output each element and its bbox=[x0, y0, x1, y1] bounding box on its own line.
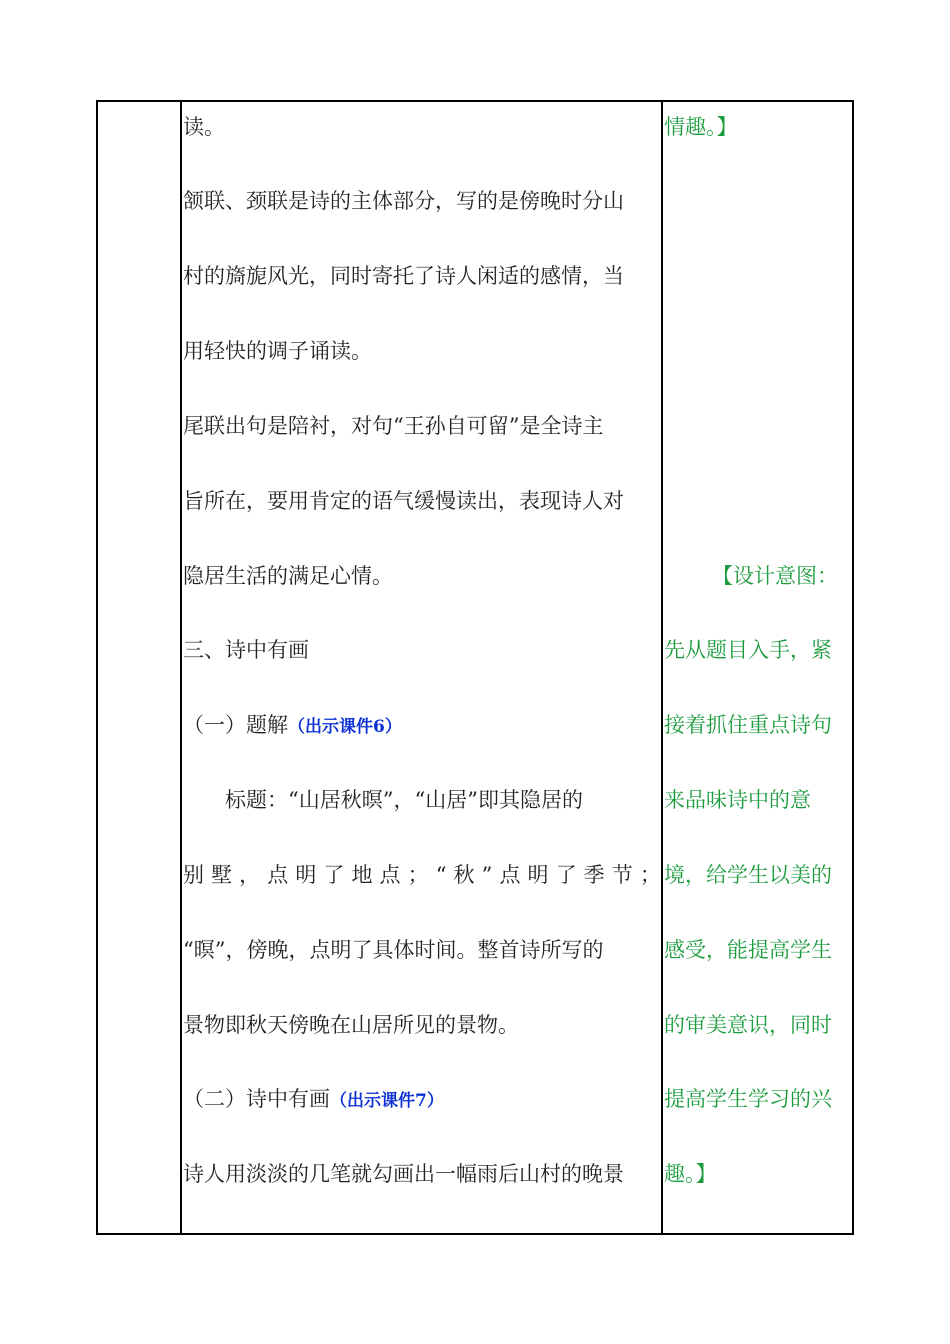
subsection-title: （一）题解 bbox=[183, 713, 288, 737]
text-line-justified bbox=[183, 860, 661, 890]
text-segment: “ bbox=[435, 863, 447, 887]
text-line: 用轻快的调子诵读。 bbox=[183, 339, 372, 363]
section-heading: 三、诗中有画 bbox=[183, 638, 309, 662]
text-segment: 明 bbox=[527, 863, 549, 887]
subsection-title: （二）诗中有画 bbox=[183, 1087, 330, 1111]
text-line: 诗人用淡淡的几笔就勾画出一幅雨后山村的晚景 bbox=[183, 1162, 624, 1186]
text-line: 村的旖旎风光，同时寄托了诗人闲适的感情，当 bbox=[183, 264, 624, 288]
intent-line: 提高学生学习的兴 bbox=[664, 1087, 832, 1111]
text-line: 标题：“山居秋暝”，“山居”即其隐居的 bbox=[225, 788, 583, 812]
text-segment: 季 bbox=[583, 863, 605, 887]
text-segment: ， bbox=[239, 863, 261, 887]
text-line: 旨所在，要用肯定的语气缓慢读出，表现诗人对 bbox=[183, 489, 624, 513]
intent-line: 接着抓住重点诗句 bbox=[664, 713, 832, 737]
text-segment: ； bbox=[407, 863, 429, 887]
text-segment: 了 bbox=[555, 863, 577, 887]
text-line: 颔联、颈联是诗的主体部分，写的是傍晚时分山 bbox=[183, 189, 624, 213]
text-segment: 点 bbox=[379, 863, 401, 887]
intent-line: 感受，能提高学生 bbox=[664, 938, 832, 962]
intent-line: 先从题目入手，紧 bbox=[664, 638, 832, 662]
column-divider-left bbox=[180, 100, 182, 1235]
text-line: “暝”，傍晚，点明了具体时间。整首诗所写的 bbox=[183, 938, 604, 962]
text-segment: 了 bbox=[323, 863, 345, 887]
text-segment: ” bbox=[481, 863, 493, 887]
text-line: 尾联出句是陪衬，对句“王孙自可留”是全诗主 bbox=[183, 414, 604, 438]
text-segment: 地 bbox=[351, 863, 373, 887]
subsection-heading bbox=[183, 1084, 444, 1116]
text-segment: 明 bbox=[295, 863, 317, 887]
text-segment: 别 bbox=[183, 863, 204, 887]
intent-line: 来品味诗中的意 bbox=[664, 788, 811, 812]
intent-line: 境，给学生以美的 bbox=[664, 863, 832, 887]
column-divider-right bbox=[661, 100, 663, 1235]
text-segment: 点 bbox=[267, 863, 289, 887]
subsection-heading bbox=[183, 710, 402, 742]
intent-heading: 【设计意图： bbox=[712, 564, 838, 588]
courseware-note: （出示课件7） bbox=[330, 1091, 444, 1111]
text-segment: ； bbox=[639, 863, 661, 887]
text-segment: 节 bbox=[611, 863, 633, 887]
text-segment: 墅 bbox=[211, 863, 233, 887]
courseware-note: （出示课件6） bbox=[288, 717, 402, 737]
intent-line: 情趣。】 bbox=[664, 115, 738, 139]
text-segment: 点 bbox=[499, 863, 521, 887]
text-line: 隐居生活的满足心情。 bbox=[183, 564, 393, 588]
text-line: 景物即秋天傍晚在山居所见的景物。 bbox=[183, 1013, 519, 1037]
intent-line: 趣。】 bbox=[664, 1162, 717, 1186]
intent-line: 的审美意识，同时 bbox=[664, 1013, 832, 1037]
text-line: 读。 bbox=[183, 115, 225, 139]
text-segment: 秋 bbox=[453, 863, 475, 887]
